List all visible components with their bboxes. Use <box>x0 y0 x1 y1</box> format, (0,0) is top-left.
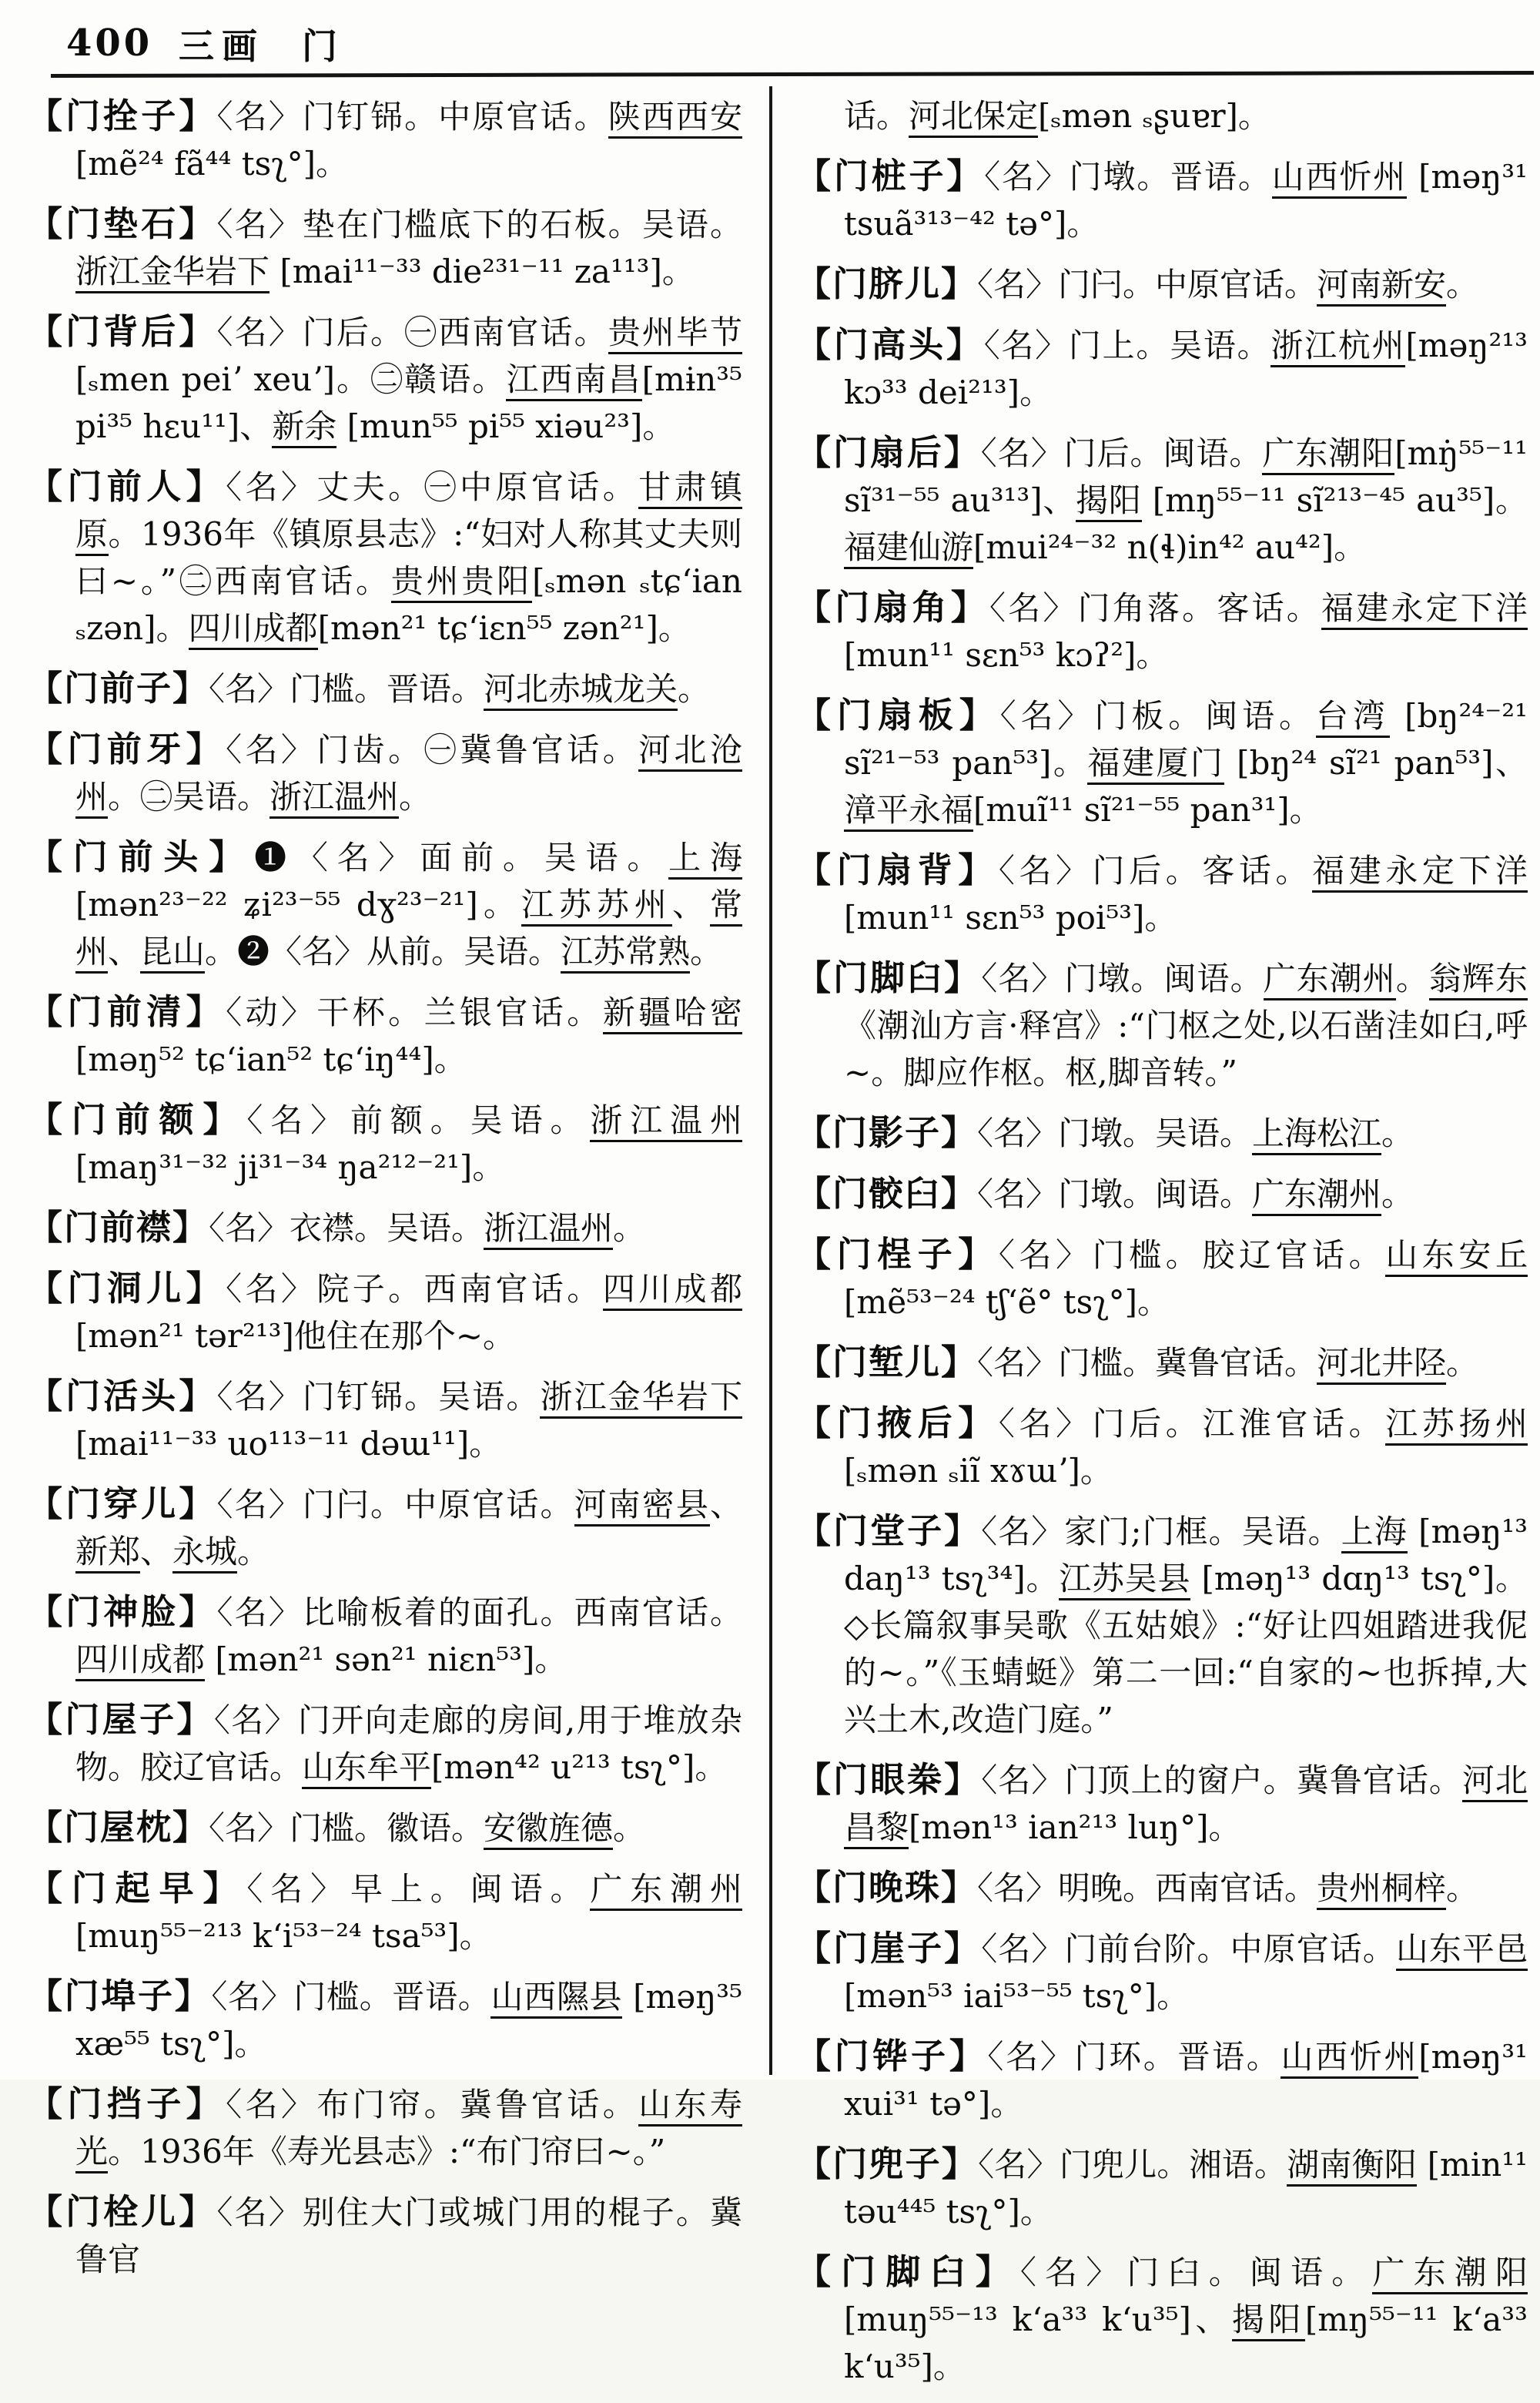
place-name: 江苏扬州 <box>1385 1405 1528 1446</box>
entry-text: 。 <box>613 1209 646 1247</box>
entry-text: [məŋ²¹³ kɔ³³ dei²¹³]。 <box>844 327 1528 411</box>
entry-text: 〈名〉门后。闽语。 <box>980 434 1263 472</box>
radical-title: 门 <box>302 25 337 67</box>
dictionary-entry <box>28 2080 742 2175</box>
place-name: 广东潮阳 <box>1262 434 1394 475</box>
place-name: 福建仙游 <box>844 528 973 569</box>
entry-headword: 【门脚臼】 <box>796 957 982 998</box>
dictionary-entry <box>28 463 742 652</box>
entry-headword: 【门屋子】 <box>28 1699 214 1740</box>
dictionary-entry <box>796 584 1528 679</box>
page-number: 400 <box>66 22 153 65</box>
dictionary-entry <box>28 1096 742 1191</box>
entry-text: [məŋ¹³ dɑŋ¹³ tsʅ°]。◇长篇叙事吴歌《五姑娘》:“好让四姐踏进我伲的~。”《玉蜻蜓》第二一回:“自家的~也拆掉,大兴土木,改造门庭。” <box>844 1560 1528 1738</box>
entry-text: [mun⁵⁵ pi⁵⁵ xiəu²³]。 <box>336 407 675 445</box>
entry-headword: 【门晚珠】 <box>796 1867 978 1908</box>
entry-text: 〈名〉门后。客话。 <box>998 852 1313 890</box>
entry-text: 〈名〉布门帘。冀鲁官话。 <box>226 2086 639 2123</box>
entry-headword: 【门兜子】 <box>796 2143 979 2184</box>
entry-text: 〈名〉门板。闽语。 <box>999 697 1316 735</box>
entry-text: [ₛmən ₛiĩ xɤɯʼ]。 <box>844 1452 1113 1490</box>
place-name: 贵州贵阳 <box>391 562 532 603</box>
dictionary-entry <box>796 1864 1528 1912</box>
entry-headword: 【门前头】 <box>28 836 255 877</box>
dictionary-entry <box>796 1756 1528 1851</box>
dictionary-entry <box>28 1865 742 1959</box>
dictionary-entry <box>796 2248 1528 2390</box>
entry-headword: 【门栓儿】 <box>28 2191 217 2232</box>
place-name: 四川成都 <box>603 1270 742 1311</box>
entry-text: 〈动〉干杯。兰银官话。 <box>226 994 603 1031</box>
entry-text: 〈名〉门齿。㊀冀鲁官话。 <box>226 731 639 769</box>
place-name: 甘肃镇原 <box>75 468 742 556</box>
entry-headword: 【门扇角】 <box>796 587 989 628</box>
entry-text: [ₛmen peiʼ xeuʼ]。㊁赣语。 <box>75 360 507 398</box>
entry-headword: 【门堂子】 <box>796 1510 982 1551</box>
place-name: 河南密县 <box>574 1486 710 1527</box>
entry-headword: 【门垫石】 <box>28 203 217 244</box>
entry-text: 。 <box>690 933 723 970</box>
entry-text: 〈名〉门闩。中原官话。 <box>977 266 1317 303</box>
entry-text: 。 <box>613 1809 646 1847</box>
place-name: 漳平永福 <box>844 791 973 832</box>
entry-headword: 【门堑儿】 <box>796 1342 978 1382</box>
place-name: 四川成都 <box>75 1641 205 1681</box>
place-name: 新疆哈密 <box>603 994 742 1034</box>
entry-text: 、 <box>709 1486 742 1523</box>
entry-text: [mən²¹ sən²¹ niɛn⁵³]。 <box>205 1641 567 1678</box>
entry-text: [mən¹³ ian²¹³ luŋ°]。 <box>909 1808 1241 1846</box>
right-column <box>796 92 1528 2403</box>
place-name: 山东寿光 <box>75 2086 742 2173</box>
entry-text: 〈名〉门上。吴语。 <box>983 327 1271 364</box>
entry-text: [bŋ²⁴⁻²¹ sĩ²¹⁻⁵³ pan⁵³]。 <box>844 697 1528 782</box>
entry-text: [ₛmən ₛʂuɐr]。 <box>1038 97 1270 135</box>
entry-text: [mən⁵³ iai⁵³⁻⁵⁵ tsʅ°]。 <box>844 1977 1190 2015</box>
place-name: 上海 <box>668 839 742 880</box>
entry-text: 〈名〉别住大门或城门用的棍子。冀鲁官 <box>75 2194 742 2278</box>
entry-headword: 【门扇后】 <box>796 432 981 473</box>
entry-text: 〈名〉门墩。晋语。 <box>984 158 1272 196</box>
dictionary-entry <box>28 308 742 450</box>
place-name: 永城 <box>172 1533 237 1574</box>
place-name: 河北井陉 <box>1317 1344 1446 1385</box>
entry-text: [mən⁴² u²¹³ tsʅ°]。 <box>431 1748 728 1786</box>
entry-text: [mai¹¹⁻³³ die²³¹⁻¹¹ za¹¹³]。 <box>270 253 695 290</box>
entry-headword: 【门背后】 <box>28 311 217 352</box>
entry-headword: 【门穿儿】 <box>28 1483 217 1524</box>
entry-text: 、 <box>671 886 710 923</box>
entry-text: 〈名〉衣襟。吴语。 <box>209 1209 484 1247</box>
place-name: 河南新安 <box>1317 266 1446 307</box>
place-name: 江西南昌 <box>506 360 641 401</box>
dictionary-entry <box>28 1696 742 1791</box>
place-name: 贵州毕节 <box>608 313 742 354</box>
entry-text: [mẽ⁵³⁻²⁴ tʃʻẽ° tsʅ°]。 <box>844 1283 1170 1321</box>
entry-text: 。 <box>1446 266 1479 303</box>
entry-headword: 【门铧子】 <box>796 2036 988 2076</box>
entry-headword: 【门挡子】 <box>28 2083 226 2124</box>
entry-headword: 【门骹臼】 <box>796 1173 978 1214</box>
entry-text: 〈名〉门槛。晋语。 <box>209 670 484 708</box>
place-name: 浙江金华岩下 <box>75 253 270 293</box>
entry-text: 话。 <box>844 97 909 135</box>
entry-headword: 【门桯子】 <box>796 1234 999 1275</box>
place-name: 广东潮阳 <box>1372 2254 1528 2294</box>
entry-text: 〈名〉垫在门槛底下的石板。吴语。 <box>216 206 742 243</box>
entry-text: [mən²¹ tɕʻiɛn⁵⁵ zən²¹]。 <box>317 609 691 647</box>
entry-text: 〈名〉门角落。客话。 <box>989 589 1321 627</box>
entry-text: 〈名〉家门;门框。吴语。 <box>981 1513 1341 1550</box>
entry-text: 〈名〉门钉铞。吴语。 <box>216 1378 541 1416</box>
entry-text: 。㊁吴语。 <box>108 778 270 816</box>
entry-text: 〈名〉比喻板着的面孔。西南官话。 <box>216 1594 742 1631</box>
place-name: 浙江温州 <box>590 1101 742 1142</box>
dictionary-entry <box>28 1972 742 2067</box>
entry-headword: 【门前人】 <box>28 466 226 507</box>
entry-text: [mai¹¹⁻³³ uo¹¹³⁻¹¹ dəɯ¹¹]。 <box>75 1425 502 1463</box>
entry-text: 〈名〉门兜儿。湘语。 <box>978 2146 1287 2183</box>
dictionary-entry <box>796 692 1528 833</box>
entry-text: [ₛmən ₛtɕʻian ₛzən]。 <box>75 562 742 647</box>
dictionary-entry <box>796 846 1528 941</box>
entry-text: 〈名〉早上。闽语。 <box>246 1870 591 1908</box>
entry-text: 〈名〉门槛。晋语。 <box>211 1978 491 2016</box>
entry-text: [məŋ³¹ xui³¹ tə°]。 <box>844 2038 1528 2123</box>
place-name: 山西隰县 <box>490 1978 622 2019</box>
entry-headword: 【门崖子】 <box>796 1928 982 1969</box>
dictionary-entry <box>796 1170 1528 1218</box>
entry-text: 〈名〉门槛。徽语。 <box>209 1809 484 1847</box>
entry-headword: 【门高头】 <box>796 324 984 365</box>
place-name: 翁辉东 <box>1429 960 1528 1000</box>
dictionary-entry <box>796 321 1528 416</box>
dictionary-entry <box>28 92 742 187</box>
entry-text: 〈名〉门槛。冀鲁官话。 <box>977 1344 1317 1382</box>
place-name: 山西忻州 <box>1272 158 1407 199</box>
entry-text: 《潮汕方言·释宫》:“门枢之处,以石凿洼如臼,呼~。脚应作枢。枢,脚音转。” <box>844 1007 1528 1091</box>
place-name: 新余 <box>272 407 336 448</box>
entry-headword: 【门影子】 <box>796 1112 978 1153</box>
place-name: 河北保定 <box>909 97 1038 138</box>
entry-headword: 【门扇板】 <box>796 695 1000 736</box>
entry-text: [mẽ²⁴ fã⁴⁴ tsʅ°]。 <box>75 145 348 183</box>
entry-headword: 【门前清】 <box>28 991 226 1032</box>
place-name: 河北昌黎 <box>844 1761 1528 1849</box>
place-name: 揭阳 <box>1076 481 1142 522</box>
dictionary-entry <box>28 833 742 975</box>
entry-text: 。 <box>1446 1869 1479 1907</box>
place-name: 广东潮州 <box>590 1870 742 1911</box>
dictionary-entry <box>28 1480 742 1575</box>
place-name: 浙江温州 <box>270 778 399 819</box>
entry-text: 〈名〉门前台阶。中原官话。 <box>981 1930 1396 1968</box>
place-name: 陕西西安 <box>608 98 742 139</box>
place-name: 江苏吴县 <box>1059 1560 1190 1600</box>
entry-headword: 【门起早】 <box>28 1868 247 1909</box>
entry-text: 〈名〉门槛。胶辽官话。 <box>998 1236 1386 1274</box>
entry-headword: 【门屋枕】 <box>28 1807 209 1848</box>
place-name: 浙江温州 <box>484 1209 613 1250</box>
entry-text: [mən²³⁻²² ʑi²³⁻⁵⁵ dɣ²³⁻²¹]。 <box>75 886 521 923</box>
dictionary-entry <box>796 2033 1528 2127</box>
place-name: 湖南衡阳 <box>1287 2146 1417 2187</box>
entry-headword: 【门前襟】 <box>28 1207 209 1248</box>
place-name: 昆山 <box>140 933 205 974</box>
entry-text: [muŋ⁵⁵⁻¹³ kʻa³³ kʻu³⁵]、 <box>844 2301 1232 2338</box>
dictionary-entry <box>796 1109 1528 1157</box>
entry-headword: 【门前额】 <box>28 1099 247 1140</box>
entry-text: 〈名〉丈夫。㊀中原官话。 <box>226 468 639 506</box>
dictionary-entry <box>796 152 1528 247</box>
dictionary-entry <box>28 1804 742 1852</box>
left-column <box>28 92 742 2296</box>
entry-headword: 【门埠子】 <box>28 1976 212 2016</box>
entry-headword: 【门脚臼】 <box>796 2251 1020 2292</box>
entry-text: 〈名〉前额。吴语。 <box>246 1101 591 1139</box>
place-name: 福建永定下洋 <box>1321 589 1528 630</box>
entry-text: [bŋ²⁴ sĩ²¹ pan⁵³]、 <box>1224 744 1528 782</box>
entry-text: [məŋ¹³ daŋ¹³ tsʅ³⁴]。 <box>844 1513 1528 1597</box>
entry-text: 〈名〉门后。江淮官话。 <box>998 1405 1386 1443</box>
entry-text: [mun¹¹ sɛn⁵³ kɔʔ²]。 <box>844 636 1169 674</box>
dictionary-entry <box>28 988 742 1083</box>
dictionary-entry <box>28 1372 742 1467</box>
entry-text: 。 <box>1381 1114 1414 1152</box>
entry-text: 〈名〉门臼。闽语。 <box>1019 2254 1373 2291</box>
dictionary-entry <box>796 1925 1528 2019</box>
entry-headword: 【门扇背】 <box>796 850 999 890</box>
entry-text: [mun¹¹ sɛn⁵³ poi⁵³]。 <box>844 899 1177 937</box>
entry-text: 、 <box>108 933 141 970</box>
dictionary-entry <box>796 260 1528 308</box>
entry-text: 〈名〉门开向走廊的房间,用于堆放杂物。胶辽官话。 <box>75 1701 742 1786</box>
entry-headword: 【门活头】 <box>28 1376 217 1416</box>
place-name: 新郑 <box>75 1533 140 1574</box>
place-name: 福建厦门 <box>1087 744 1224 785</box>
entry-text: [mŋ̇⁵⁵⁻¹¹ sĩ³¹⁻⁵⁵ au³¹³]、 <box>844 434 1528 519</box>
entry-text: 〈名〉门后。㊀西南官话。 <box>216 313 608 351</box>
entry-text: 〈名〉门顶上的窗户。冀鲁官话。 <box>981 1761 1462 1799</box>
place-name: 山东平邑 <box>1396 1930 1528 1971</box>
place-name: 常州 <box>75 886 742 974</box>
entry-text: [məŋ³¹ tsuã³¹³⁻⁴² tə°]。 <box>844 158 1528 243</box>
place-name: 浙江杭州 <box>1270 327 1405 367</box>
entry-text: 〈名〉门环。晋语。 <box>987 2038 1281 2076</box>
place-name: 台湾 <box>1316 697 1390 738</box>
entry-text: [mŋ⁵⁵⁻¹¹ kʻa³³ kʻu³⁵]。 <box>844 2301 1528 2385</box>
entry-text: [muĩ¹¹ sĩ²¹⁻⁵⁵ pan³¹]。 <box>973 791 1322 829</box>
page-header <box>0 14 1540 68</box>
place-name: 四川成都 <box>189 609 318 650</box>
entry-text: [mən²¹ tər²¹³]他住在那个~。 <box>75 1317 516 1355</box>
entry-text: 〈名〉明晚。西南官话。 <box>977 1869 1317 1907</box>
dictionary-entry <box>796 92 1528 139</box>
entry-headword: 【门前子】 <box>28 668 209 709</box>
entry-headword: 【门拴子】 <box>28 96 217 136</box>
entry-text: 〈名〉门墩。闽语。 <box>981 960 1264 997</box>
dictionary-entry <box>796 1231 1528 1326</box>
dictionary-entry <box>28 726 742 820</box>
dictionary-entry <box>796 1399 1528 1494</box>
header-rule <box>51 71 1534 78</box>
dictionary-entry <box>28 200 742 295</box>
entry-text: [mŋ⁵⁵⁻¹¹ sĩ²¹³⁻⁴⁵ au³⁵]。 <box>1141 481 1528 519</box>
place-name: 山东牟平 <box>302 1748 431 1789</box>
column-divider <box>769 86 772 2075</box>
entry-text: [min¹¹ təu⁴⁴⁵ tsʅ°]。 <box>844 2146 1528 2230</box>
place-name: 山东安丘 <box>1385 1236 1528 1277</box>
entry-text: 。 <box>1381 1175 1414 1213</box>
entry-text: 〈名〉门墩。吴语。 <box>977 1114 1253 1152</box>
dictionary-entry <box>796 1507 1528 1743</box>
dictionary-entry <box>28 1588 742 1683</box>
place-name: 江苏苏州 <box>521 886 672 927</box>
entry-text: [məŋ³⁵ xæ⁵⁵ tsʅ°]。 <box>75 1978 742 2063</box>
entry-text: 〈名〉门墩。闽语。 <box>977 1175 1253 1213</box>
dictionary-entry <box>28 1265 742 1359</box>
entry-text: 。 <box>399 778 432 816</box>
place-name: 安徽旌德 <box>484 1809 613 1850</box>
entry-headword: 【门洞儿】 <box>28 1268 226 1309</box>
entry-text: 。1936年《镇原县志》:“妇对人称其丈夫则曰~。”㊁西南官话。 <box>75 515 742 600</box>
place-name: 广东潮州 <box>1252 1175 1381 1216</box>
dictionary-entry <box>28 665 742 712</box>
place-name: 贵州桐梓 <box>1317 1869 1446 1910</box>
place-name: 揭阳 <box>1232 2301 1305 2341</box>
entry-headword: 【门脐儿】 <box>796 263 978 304</box>
dictionary-entry <box>796 429 1528 571</box>
place-name: 上海 <box>1341 1513 1408 1553</box>
entry-text: 。❷〈名〉从前。吴语。 <box>205 933 561 970</box>
entry-text: 〈名〉门钉铞。中原官话。 <box>216 98 608 136</box>
place-name: 江苏常熟 <box>561 933 690 974</box>
entry-headword: 【门前牙】 <box>28 729 226 769</box>
stroke-section-title: 三画 <box>179 25 265 67</box>
entry-headword: 【门眼桊】 <box>796 1759 982 1800</box>
dictionary-entry <box>28 2188 742 2283</box>
entry-headword: 【门神脸】 <box>28 1591 217 1632</box>
place-name: 福建永定下洋 <box>1312 852 1528 893</box>
entry-text: 〈名〉院子。西南官话。 <box>226 1270 603 1308</box>
entry-text: [mɨn³⁵ pi³⁵ hɛu¹¹]、 <box>75 360 742 445</box>
entry-text: 。 <box>237 1533 270 1570</box>
entry-text: 〈名〉门闩。中原官话。 <box>216 1486 574 1523</box>
entry-text: [məŋ⁵² tɕʻian⁵² tɕʻiŋ⁴⁴]。 <box>75 1041 467 1078</box>
place-name: 浙江金华岩下 <box>540 1378 742 1419</box>
dictionary-entry <box>28 1204 742 1252</box>
dictionary-entry <box>796 2140 1528 2235</box>
entry-text: 。1936年《寿光县志》:“布门帘曰~。” <box>108 2133 666 2170</box>
entry-headword: 【门掖后】 <box>796 1403 999 1443</box>
entry-headword: 【门桩子】 <box>796 156 985 196</box>
entry-text: ❶〈名〉面前。吴语。 <box>254 839 669 876</box>
place-name: 广东潮州 <box>1264 960 1396 1000</box>
entry-text: 。 <box>1446 1344 1479 1382</box>
place-name: 山西忻州 <box>1281 2038 1418 2079</box>
entry-text: [mui²⁴⁻³² n(ɬ)in⁴² au⁴²]。 <box>973 528 1367 566</box>
entry-text: [maŋ³¹⁻³² ji³¹⁻³⁴ ŋa²¹²⁻²¹]。 <box>75 1148 505 1186</box>
place-name: 河北沧州 <box>75 731 742 819</box>
dictionary-entry <box>796 954 1528 1096</box>
place-name: 上海松江 <box>1252 1114 1381 1155</box>
entry-text: [muŋ⁵⁵⁻²¹³ kʻi⁵³⁻²⁴ tsa⁵³]。 <box>75 1917 492 1955</box>
place-name: 河北赤城龙关 <box>484 670 678 711</box>
entry-text: 。 <box>678 670 711 708</box>
entry-text: 。 <box>1395 960 1429 997</box>
entry-text: 、 <box>140 1533 173 1570</box>
dictionary-entry <box>796 1339 1528 1386</box>
